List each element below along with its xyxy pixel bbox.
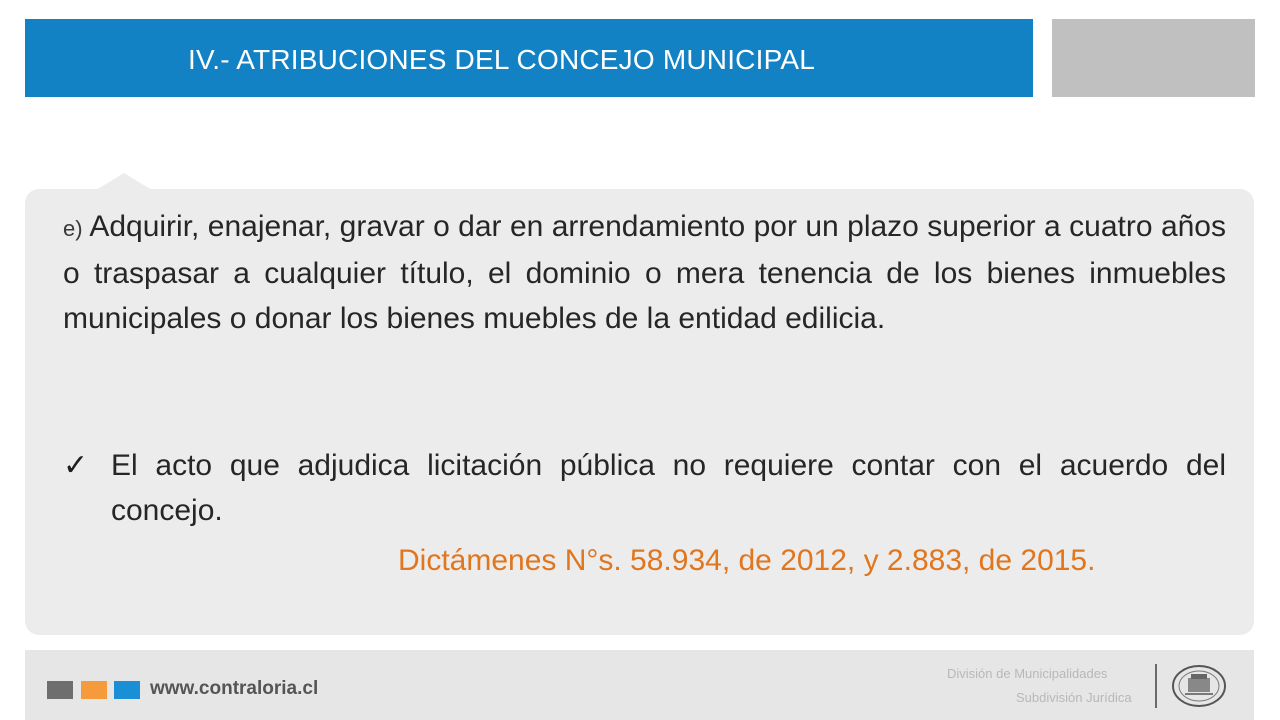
callout-pointer: [96, 173, 152, 190]
item-e-paragraph: [63, 204, 1226, 341]
slide-title: IV.- ATRIBUCIONES DEL CONCEJO MUNICIPAL: [188, 44, 816, 75]
website-link[interactable]: www.contraloria.cl: [150, 678, 319, 699]
header-decoration: [1052, 19, 1255, 97]
item-letter: e): [63, 216, 83, 241]
contraloria-seal-icon: [1171, 664, 1227, 708]
footer-square-grey: [47, 681, 73, 699]
bullet-text: El acto que adjudica licitación pública no requiere contar con el acuerdo del concejo.: [111, 449, 1226, 527]
subdivision-label: Subdivisión Jurídica: [1016, 690, 1132, 705]
bullet-item: [63, 443, 1226, 533]
title-bar: [25, 19, 1033, 97]
footer: [25, 650, 1254, 720]
footer-square-blue: [114, 681, 140, 699]
footer-divider: [1155, 664, 1157, 708]
check-icon: ✓: [63, 449, 89, 482]
footer-square-orange: [81, 681, 107, 699]
reference-text: Dictámenes N°s. 58.934, de 2012, y 2.883, de 2015.: [398, 544, 1096, 577]
item-text: Adquirir, enajenar, gravar o dar en arrendamiento por un plazo superior a cuatro años o traspasar a cualquier título, el dominio o mera tenencia de los bienes inmuebles municipales o donar los bienes muebles de la entidad edilicia.: [63, 210, 1226, 335]
division-label: División de Municipalidades: [947, 666, 1108, 681]
